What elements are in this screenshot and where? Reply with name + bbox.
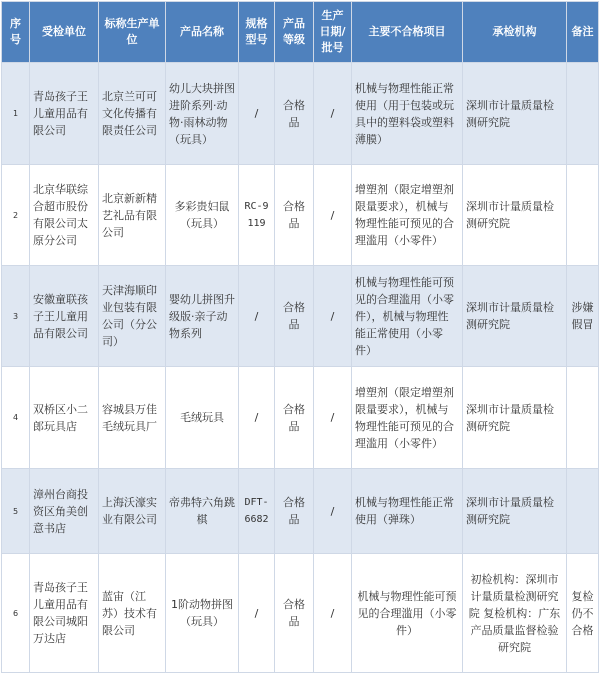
header-model: 规格型号 <box>239 2 275 63</box>
cell-agency: 深圳市计量质量检测研究院 <box>463 63 567 165</box>
cell-grade: 合格品 <box>275 469 314 554</box>
cell-no: 4 <box>2 367 30 469</box>
table-row <box>2 165 599 266</box>
cell-agency: 深圳市计量质量检测研究院 <box>463 367 567 469</box>
cell-unit: 北京华联综合超市股份有限公司太原分公司 <box>30 165 99 266</box>
cell-grade: 合格品 <box>275 165 314 266</box>
header-product: 产品名称 <box>166 2 239 63</box>
cell-batch: / <box>314 469 352 554</box>
cell-product: 幼儿大块拼图进阶系列·动物·雨林动物（玩具） <box>166 63 239 165</box>
cell-no: 5 <box>2 469 30 554</box>
header-defect: 主要不合格项目 <box>352 2 463 63</box>
cell-unit: 漳州台商投资区角美创意书店 <box>30 469 99 554</box>
table-row <box>2 554 599 673</box>
cell-defect: 机械与物理性能正常使用（弹珠） <box>352 469 463 554</box>
cell-product: 多彩贵妇鼠（玩具） <box>166 165 239 266</box>
header-row <box>2 2 599 63</box>
cell-unit: 青岛孩子王儿童用品有限公司城阳万达店 <box>30 554 99 673</box>
cell-model: / <box>239 554 275 673</box>
cell-maker: 容城县万佳毛绒玩具厂 <box>99 367 166 469</box>
cell-agency: 深圳市计量质量检测研究院 <box>463 469 567 554</box>
cell-grade: 合格品 <box>275 63 314 165</box>
cell-product: 婴幼儿拼图升级版·亲子动物系列 <box>166 266 239 367</box>
cell-defect: 机械与物理性能可预见的合理滥用（小零件），机械与物理性能正常使用（小零件） <box>352 266 463 367</box>
cell-batch: / <box>314 266 352 367</box>
cell-product: 1阶动物拼图（玩具） <box>166 554 239 673</box>
cell-note <box>567 165 599 266</box>
header-agency: 承检机构 <box>463 2 567 63</box>
header-maker: 标称生产单位 <box>99 2 166 63</box>
header-unit: 受检单位 <box>30 2 99 63</box>
cell-batch: / <box>314 63 352 165</box>
cell-agency: 深圳市计量质量检测研究院 <box>463 266 567 367</box>
table-row <box>2 266 599 367</box>
cell-grade: 合格品 <box>275 266 314 367</box>
cell-note: 涉嫌假冒 <box>567 266 599 367</box>
cell-model: / <box>239 367 275 469</box>
cell-batch: / <box>314 165 352 266</box>
cell-agency: 深圳市计量质量检测研究院 <box>463 165 567 266</box>
cell-model: / <box>239 266 275 367</box>
cell-no: 3 <box>2 266 30 367</box>
cell-product: 毛绒玩具 <box>166 367 239 469</box>
cell-maker: 上海沃濠实业有限公司 <box>99 469 166 554</box>
cell-note <box>567 63 599 165</box>
header-no: 序号 <box>2 2 30 63</box>
cell-agency: 初检机构：深圳市计量质量检测研究院 复检机构：广东产品质量监督检验研究院 <box>463 554 567 673</box>
table-row <box>2 367 599 469</box>
header-grade: 产品等级 <box>275 2 314 63</box>
cell-no: 2 <box>2 165 30 266</box>
cell-no: 1 <box>2 63 30 165</box>
header-note: 备注 <box>567 2 599 63</box>
cell-maker: 北京兰可可文化传播有限责任公司 <box>99 63 166 165</box>
cell-batch: / <box>314 367 352 469</box>
cell-grade: 合格品 <box>275 554 314 673</box>
cell-maker: 天津海顺印业包装有限公司（分公司） <box>99 266 166 367</box>
cell-unit: 双桥区小二郎玩具店 <box>30 367 99 469</box>
cell-maker: 蓝宙（江苏）技术有限公司 <box>99 554 166 673</box>
cell-defect: 增塑剂（限定增塑剂限量要求），机械与物理性能可预见的合理滥用（小零件） <box>352 367 463 469</box>
header-batch: 生产日期/批号 <box>314 2 352 63</box>
cell-defect: 机械与物理性能可预见的合理滥用（小零件） <box>352 554 463 673</box>
cell-unit: 安徽童联孩子王儿童用品有限公司 <box>30 266 99 367</box>
cell-no: 6 <box>2 554 30 673</box>
inspection-table <box>1 1 599 673</box>
cell-model: RC-9119 <box>239 165 275 266</box>
cell-defect: 增塑剂（限定增塑剂限量要求），机械与物理性能可预见的合理滥用（小零件） <box>352 165 463 266</box>
cell-grade: 合格品 <box>275 367 314 469</box>
cell-product: 帝弗特六角跳棋 <box>166 469 239 554</box>
cell-maker: 北京新新精艺礼品有限公司 <box>99 165 166 266</box>
table-row <box>2 469 599 554</box>
cell-unit: 青岛孩子王儿童用品有限公司 <box>30 63 99 165</box>
table-row <box>2 63 599 165</box>
cell-defect: 机械与物理性能正常使用（用于包装或玩具中的塑料袋或塑料薄膜） <box>352 63 463 165</box>
cell-batch: / <box>314 554 352 673</box>
cell-note <box>567 469 599 554</box>
cell-note <box>567 367 599 469</box>
cell-note: 复检仍不合格 <box>567 554 599 673</box>
cell-model: DFT-6682 <box>239 469 275 554</box>
cell-model: / <box>239 63 275 165</box>
